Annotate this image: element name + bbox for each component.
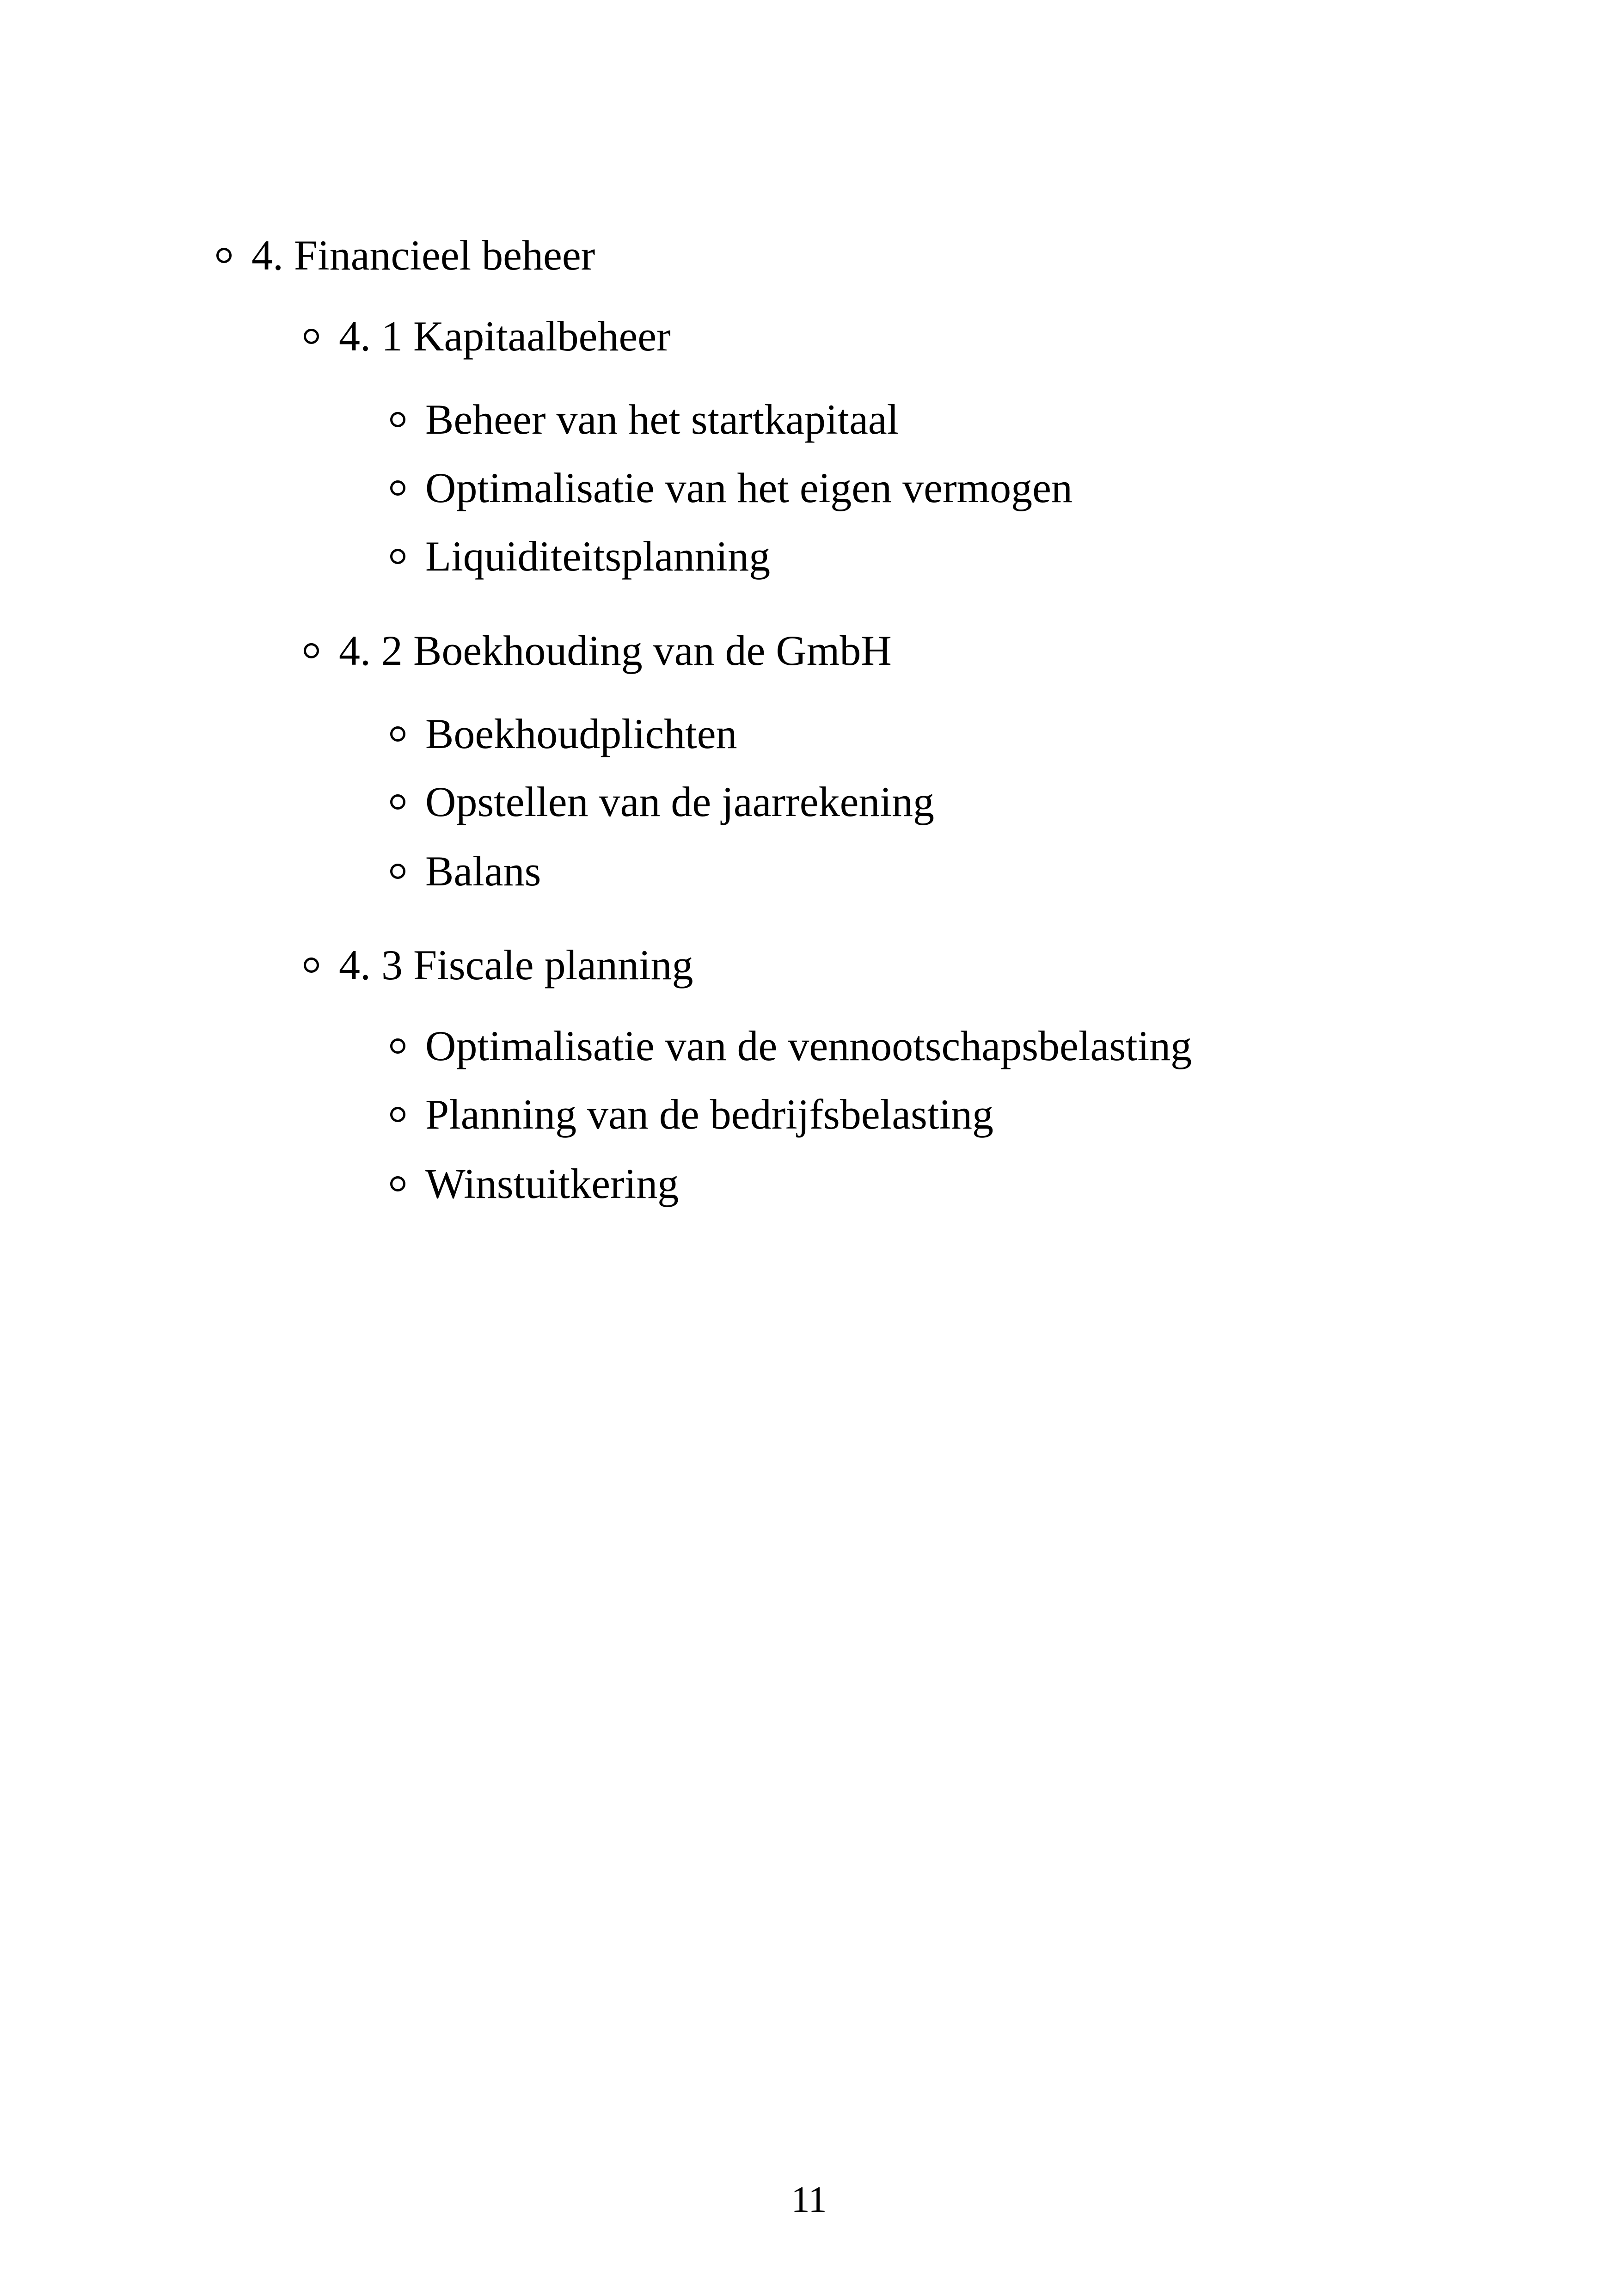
outline-subsection-heading	[304, 625, 892, 676]
list-item-text: Optimalisatie van de vennootschapsbelasting	[425, 1022, 1192, 1069]
hollow-circle-bullet-icon	[390, 794, 405, 810]
hollow-circle-bullet-icon	[390, 1038, 405, 1054]
list-item-text: Winstuitkering	[425, 1160, 679, 1207]
hollow-circle-bullet-icon	[390, 480, 405, 496]
outline-list-item	[390, 1020, 1192, 1071]
hollow-circle-bullet-icon	[304, 329, 319, 344]
outline-subsection-heading	[304, 311, 671, 362]
hollow-circle-bullet-icon	[390, 1176, 405, 1191]
subsection-title: 4. 3 Fiscale planning	[339, 941, 693, 988]
list-item-text: Balans	[425, 847, 541, 895]
list-item-text: Planning van de bedrijfsbelasting	[425, 1091, 993, 1138]
outline-list-item	[390, 708, 737, 759]
outline-list-item	[390, 462, 1073, 513]
section-title: 4. Financieel beheer	[251, 232, 595, 279]
outline-list-item	[390, 1089, 993, 1140]
hollow-circle-bullet-icon	[390, 412, 405, 427]
hollow-circle-bullet-icon	[304, 643, 319, 658]
hollow-circle-bullet-icon	[390, 1107, 405, 1122]
outline-list-item	[390, 394, 899, 445]
subsection-title: 4. 2 Boekhouding van de GmbH	[339, 627, 892, 674]
outline-list-item	[390, 531, 770, 582]
outline-list-item	[390, 846, 541, 896]
list-item-text: Beheer van het startkapitaal	[425, 396, 899, 443]
hollow-circle-bullet-icon	[304, 958, 319, 973]
outline-list-item	[390, 776, 934, 827]
list-item-text: Boekhoudplichten	[425, 710, 737, 757]
page-number: 11	[791, 2179, 827, 2220]
outline-subsection-heading	[304, 939, 693, 990]
outline-list-item	[390, 1158, 679, 1209]
outline-section-heading	[216, 230, 595, 281]
hollow-circle-bullet-icon	[216, 248, 232, 263]
hollow-circle-bullet-icon	[390, 726, 405, 742]
list-item-text: Optimalisatie van het eigen vermogen	[425, 464, 1073, 511]
hollow-circle-bullet-icon	[390, 549, 405, 564]
hollow-circle-bullet-icon	[390, 864, 405, 879]
list-item-text: Opstellen van de jaarrekening	[425, 778, 934, 825]
subsection-title: 4. 1 Kapitaalbeheer	[339, 313, 671, 360]
list-item-text: Liquiditeitsplanning	[425, 533, 771, 580]
